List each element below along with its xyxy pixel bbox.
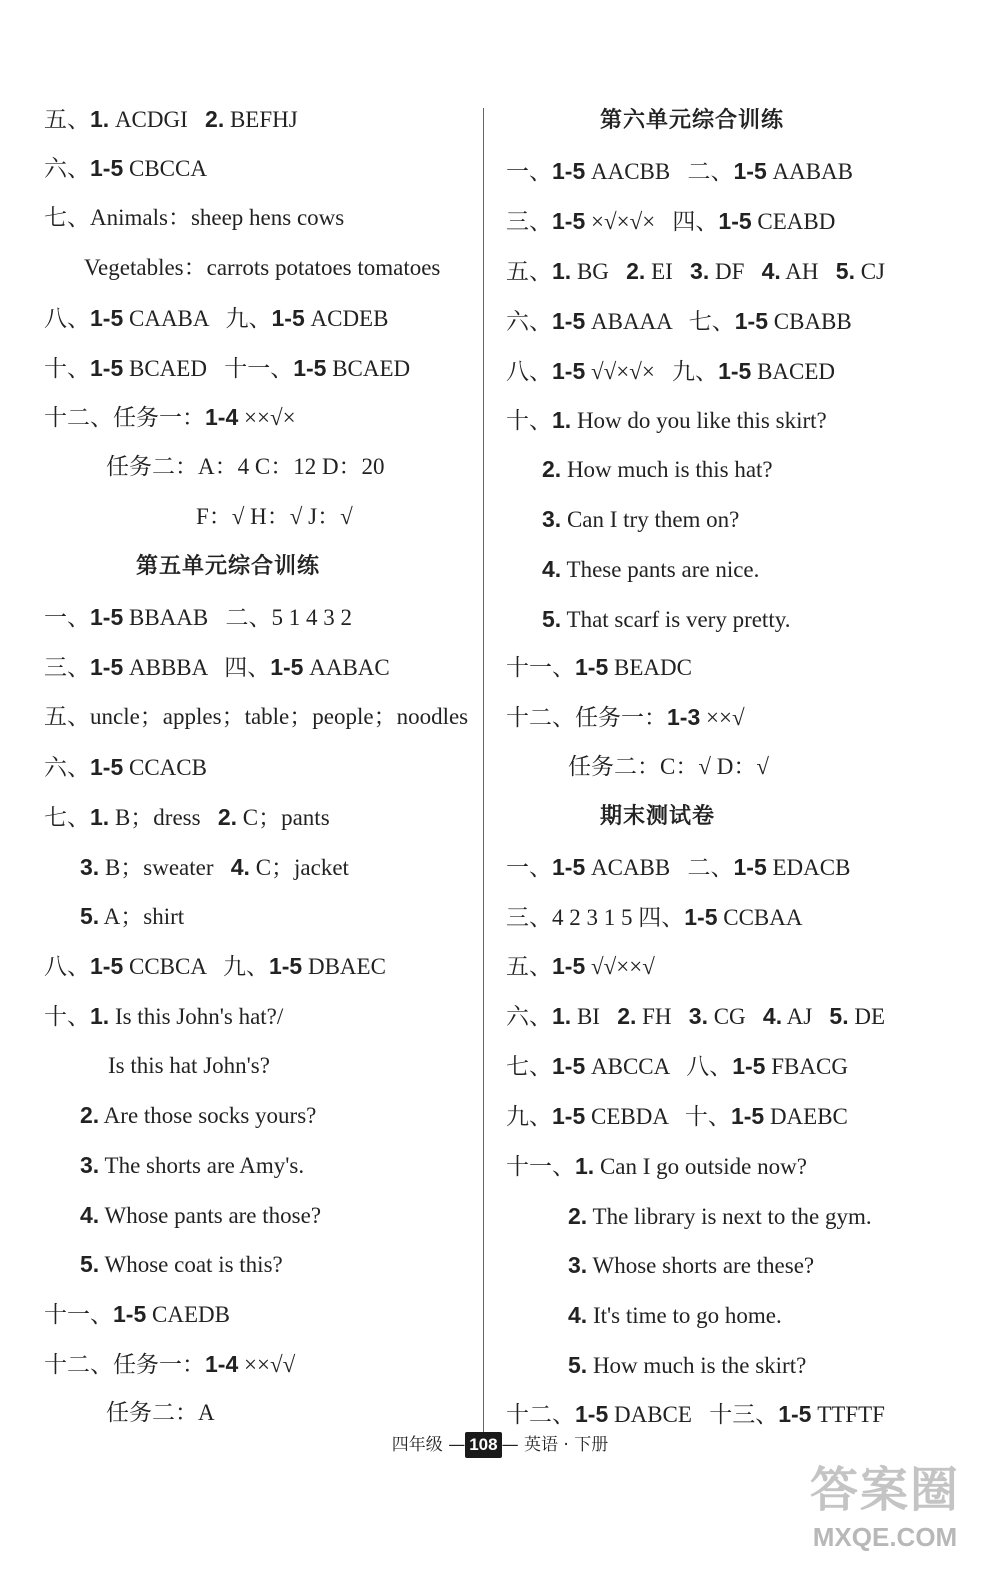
sub-question-number: 1.: [90, 106, 110, 132]
question-number: 一、: [44, 605, 90, 630]
answer-text: Vegetables：carrots potatoes tomatoes: [84, 255, 441, 280]
answer-value: AH: [780, 259, 836, 284]
answer-value: The shorts are Amy's.: [99, 1153, 305, 1178]
question-number: 八、: [506, 359, 552, 384]
question-number: 五、: [506, 954, 552, 979]
question-number: 十、: [44, 1004, 90, 1029]
answer-value: FBACG: [765, 1054, 848, 1079]
sub-question-number: 4.: [542, 556, 562, 582]
question-number: 十、: [44, 356, 90, 381]
answer-line: [44, 652, 390, 682]
answer-text: Animals：sheep hens cows: [90, 205, 345, 230]
answer-value: BEADC: [608, 655, 692, 680]
answer-line: [80, 852, 349, 882]
answer-line: [44, 602, 352, 632]
answer-value: Is this John's hat?/: [109, 1004, 284, 1029]
answer-line: [44, 153, 207, 183]
answer-line: [44, 203, 344, 233]
sub-question-number: 1-5: [730, 1103, 765, 1129]
answer-value: It's time to go home.: [587, 1303, 782, 1328]
sub-question-number: 1-5: [90, 305, 124, 331]
sub-question-number: 1-4: [205, 404, 239, 430]
sub-question-number: 4.: [762, 1003, 783, 1029]
sub-question-number: 4.: [761, 258, 781, 284]
sub-question-number: 2.: [205, 106, 225, 132]
page-number: 108: [465, 1432, 501, 1458]
answer-line: [44, 702, 468, 732]
sub-question-number: 1-5: [270, 654, 304, 680]
sub-question-number: 1-5: [733, 158, 767, 184]
sub-question-number: 4.: [568, 1302, 588, 1328]
answer-text: 任务二：C：√ D：√: [568, 754, 769, 779]
answer-value: B；dress: [109, 805, 218, 830]
answer-line: [44, 353, 410, 383]
answer-value: CEBDA 十、: [585, 1104, 731, 1129]
answer-line: [44, 951, 386, 981]
answer-value: DBAEC: [302, 954, 386, 979]
answer-line: [506, 852, 850, 882]
question-number: 十二、: [506, 1402, 575, 1427]
sub-question-number: 1-5: [732, 1053, 766, 1079]
sub-question-number: 3.: [80, 854, 100, 880]
answer-value: A；shirt: [99, 904, 185, 929]
sub-question-number: 1.: [90, 1003, 110, 1029]
answer-value: ACABB 二、: [585, 855, 734, 880]
answer-value: √√×√× 九、: [585, 359, 719, 384]
answer-value: ACDEB: [304, 306, 389, 331]
answer-value: DF: [709, 259, 762, 284]
answer-value: CAEDB: [146, 1302, 230, 1327]
question-number: 七、: [44, 805, 90, 830]
answer-line: [80, 901, 184, 931]
answer-line: [506, 702, 745, 732]
answer-text: 任务一：: [575, 705, 667, 730]
answer-line: [44, 1349, 295, 1379]
question-number: 三、: [44, 655, 90, 680]
answer-line: [506, 902, 803, 932]
question-number: 六、: [506, 1004, 552, 1029]
answer-value: How do you like this skirt?: [571, 408, 827, 433]
answer-value: BACED: [751, 359, 836, 384]
question-number: 七、: [44, 205, 90, 230]
answer-line: [506, 652, 692, 682]
answer-value: CCACB: [123, 755, 207, 780]
question-number: 十二、: [44, 405, 113, 430]
sub-question-number: 5.: [568, 1352, 588, 1378]
answer-value: Can I go outside now?: [594, 1154, 807, 1179]
answer-value: Are those socks yours?: [99, 1103, 317, 1128]
answer-text: 任务二：A: [106, 1400, 215, 1425]
question-number: 十一、: [44, 1302, 113, 1327]
answer-line: [44, 104, 298, 134]
sub-question-number: 1-5: [90, 953, 124, 979]
answer-line: [44, 1299, 230, 1329]
answer-value: CCBAA: [717, 905, 803, 930]
answer-value: C；jacket: [249, 855, 349, 880]
column-divider: [483, 108, 484, 1438]
section-heading: 期末测试卷: [600, 804, 716, 829]
question-number: 一、: [506, 855, 552, 880]
answer-value: BI: [571, 1004, 618, 1029]
answer-line: [568, 1250, 814, 1280]
answer-value: AJ: [782, 1004, 830, 1029]
answer-value: How much is the skirt?: [587, 1353, 807, 1378]
sub-question-number: 2.: [542, 456, 562, 482]
answer-line: [568, 752, 769, 782]
answer-value: Whose shorts are these?: [587, 1253, 815, 1278]
sub-question-number: 5.: [835, 258, 855, 284]
answer-value: ABBBA 四、: [123, 655, 271, 680]
sub-question-number: 1.: [90, 804, 110, 830]
answer-line: [542, 454, 773, 484]
answer-line: [542, 554, 759, 584]
sub-question-number: 1.: [552, 258, 572, 284]
answer-value: CEABD: [751, 209, 836, 234]
question-number: 六、: [44, 755, 90, 780]
answer-value: CAABA 九、: [123, 306, 272, 331]
answer-line: [506, 1399, 885, 1429]
sub-question-number: 2.: [626, 258, 646, 284]
answer-line: [506, 405, 827, 435]
answer-value: DAEBC: [764, 1104, 848, 1129]
answer-line: [44, 752, 207, 782]
footer-subject: 英语 · 下册: [523, 1435, 609, 1455]
question-number: 十二、: [506, 705, 575, 730]
answer-line: [568, 1300, 782, 1330]
answer-value: ABAAA 七、: [585, 309, 735, 334]
answer-value: ×√×√× 四、: [585, 209, 719, 234]
sub-question-number: 1-5: [552, 158, 586, 184]
answer-value: AACBB 二、: [585, 159, 734, 184]
sub-question-number: 2.: [217, 804, 237, 830]
answer-value: TTFTF: [811, 1402, 885, 1427]
answer-value: AABAB: [766, 159, 854, 184]
sub-question-number: 3.: [688, 1003, 708, 1029]
answer-line: [542, 604, 790, 634]
sub-question-number: 4.: [230, 854, 250, 880]
answer-line: [506, 306, 852, 336]
question-number: 十一、: [506, 655, 575, 680]
question-number: 五、: [44, 107, 90, 132]
sub-question-number: 3.: [80, 1152, 100, 1178]
answer-value: EDACB: [766, 855, 851, 880]
sub-question-number: 1-5: [733, 854, 767, 880]
answer-value: √√××√: [585, 954, 655, 979]
answer-value: CBABB: [768, 309, 852, 334]
answer-line: [506, 951, 655, 981]
answer-line: [44, 303, 388, 333]
sub-question-number: 1-5: [734, 308, 769, 334]
sub-question-number: 1-5: [552, 854, 586, 880]
answer-line: [506, 356, 835, 386]
answer-value: CJ: [854, 259, 886, 284]
answer-value: CG: [707, 1004, 763, 1029]
answer-line: [506, 256, 885, 286]
sub-question-number: 1-5: [718, 208, 752, 234]
sub-question-number: 1-5: [90, 155, 124, 181]
answer-value: BEFHJ: [224, 107, 298, 132]
answer-line: [80, 1150, 304, 1180]
sub-question-number: 1-5: [268, 953, 303, 979]
question-number: 十二、: [44, 1352, 113, 1377]
answer-line: [106, 1398, 215, 1428]
answer-value: ××√: [700, 705, 745, 730]
sub-question-number: 5.: [80, 1251, 100, 1277]
sub-question-number: 5.: [80, 903, 100, 929]
answer-line: [44, 402, 296, 432]
answer-value: BG: [571, 259, 627, 284]
sub-question-number: 2.: [80, 1102, 100, 1128]
answer-value: AABAC: [303, 655, 390, 680]
answer-value: EI: [645, 259, 691, 284]
answer-value: ACDGI: [109, 107, 206, 132]
section-heading: 第六单元综合训练: [600, 108, 785, 133]
sub-question-number: 1-5: [90, 355, 124, 381]
answer-text: 4 2 3 1 5 四、: [552, 905, 685, 930]
answer-value: C；pants: [237, 805, 330, 830]
answer-value: BCAED: [326, 356, 411, 381]
question-number: 六、: [44, 156, 90, 181]
answer-value: DABCE 十三、: [608, 1402, 779, 1427]
sub-question-number: 1-5: [575, 654, 609, 680]
answer-line: [506, 206, 835, 236]
answer-value: The library is next to the gym.: [587, 1204, 872, 1229]
sub-question-number: 1-5: [271, 305, 305, 331]
answer-value: B；sweater: [99, 855, 231, 880]
answer-value: DE: [848, 1004, 886, 1029]
sub-question-number: 1-5: [718, 358, 752, 384]
answer-text: 任务一：: [113, 405, 205, 430]
question-number: 八、: [44, 954, 90, 979]
sub-question-number: 1-5: [552, 308, 586, 334]
footer-grade: 四年级: [391, 1435, 443, 1455]
answer-line: [80, 1200, 321, 1230]
question-number: 六、: [506, 309, 552, 334]
answer-value: CBCCA: [123, 156, 207, 181]
answer-text: 任务一：: [113, 1352, 205, 1377]
answer-value: Whose coat is this?: [99, 1252, 283, 1277]
question-number: 八、: [44, 306, 90, 331]
question-number: 十一、: [506, 1154, 575, 1179]
answer-text: F：√ H：√ J：√: [196, 504, 353, 529]
sub-question-number: 1-5: [90, 604, 124, 630]
answer-line: [506, 1001, 885, 1031]
sub-question-number: 1.: [575, 1153, 595, 1179]
watermark-url: MXQE.COM: [812, 1522, 958, 1552]
answer-line: [44, 802, 330, 832]
sub-question-number: 1.: [552, 1003, 572, 1029]
sub-question-number: 1-5: [684, 904, 718, 930]
sub-question-number: 1-5: [552, 358, 586, 384]
sub-question-number: 5.: [542, 606, 562, 632]
watermark-mark: 答案圈: [809, 1462, 960, 1518]
sub-question-number: 1-5: [552, 1053, 586, 1079]
sub-question-number: 1-4: [205, 1351, 239, 1377]
answer-line: [506, 1101, 848, 1131]
answer-text: uncle；apples；table；people；noodles: [90, 704, 469, 729]
sub-question-number: 1-5: [293, 355, 327, 381]
sub-question-number: 1-5: [552, 1103, 586, 1129]
answer-value: That scarf is very pretty.: [561, 607, 791, 632]
answer-value: How much is this hat?: [561, 457, 773, 482]
answer-value: Whose pants are those?: [99, 1203, 322, 1228]
sub-question-number: 1-5: [552, 208, 586, 234]
question-number: 一、: [506, 159, 552, 184]
question-number: 五、: [506, 259, 552, 284]
answer-line: [106, 452, 385, 482]
answer-value: ××√×: [238, 405, 296, 430]
sub-question-number: 1.: [552, 407, 572, 433]
sub-question-number: 3.: [542, 506, 562, 532]
sub-question-number: 1-5: [90, 654, 124, 680]
answer-line: [196, 502, 353, 532]
answer-line: [80, 1249, 283, 1279]
answer-line: [568, 1350, 806, 1380]
sub-question-number: 1-5: [552, 953, 586, 979]
answer-line: [506, 1151, 807, 1181]
answer-value: ××√√: [238, 1352, 296, 1377]
answer-line: [80, 1100, 316, 1130]
answer-text: 任务二：A：4 C：12 D：20: [106, 454, 385, 479]
answer-line: [506, 156, 853, 186]
question-number: 五、: [44, 704, 90, 729]
sub-question-number: 2.: [568, 1203, 588, 1229]
answer-value: FH: [636, 1004, 689, 1029]
sub-question-number: 2.: [617, 1003, 637, 1029]
answer-value: These pants are nice.: [561, 557, 760, 582]
sub-question-number: 3.: [568, 1252, 588, 1278]
sub-question-number: 1-3: [667, 704, 701, 730]
question-number: 三、: [506, 905, 552, 930]
answer-value: ABCCA 八、: [585, 1054, 733, 1079]
answer-text: Is this hat John's?: [108, 1053, 270, 1078]
answer-value: CCBCA 九、: [123, 954, 269, 979]
sub-question-number: 1-5: [113, 1301, 147, 1327]
sub-question-number: 1-5: [778, 1401, 812, 1427]
page-footer: 四年级 — 108 — 英语 · 下册: [0, 1432, 1000, 1458]
sub-question-number: 1-5: [90, 754, 124, 780]
watermark-logo: [790, 1458, 980, 1568]
answer-value: BBAAB 二、5 1 4 3 2: [123, 605, 352, 630]
answer-line: [44, 1001, 283, 1031]
question-number: 十、: [506, 408, 552, 433]
sub-question-number: 1-5: [575, 1401, 609, 1427]
answer-line: [108, 1051, 270, 1081]
answer-line: [506, 1051, 848, 1081]
answer-line: [542, 504, 739, 534]
section-heading: 第五单元综合训练: [136, 554, 321, 579]
answer-line: [84, 253, 440, 283]
answer-line: [568, 1201, 872, 1231]
sub-question-number: 4.: [80, 1202, 100, 1228]
question-number: 三、: [506, 209, 552, 234]
sub-question-number: 3.: [690, 258, 710, 284]
answer-value: BCAED 十一、: [123, 356, 294, 381]
question-number: 九、: [506, 1104, 552, 1129]
answer-value: Can I try them on?: [561, 507, 740, 532]
question-number: 七、: [506, 1054, 552, 1079]
sub-question-number: 5.: [829, 1003, 849, 1029]
